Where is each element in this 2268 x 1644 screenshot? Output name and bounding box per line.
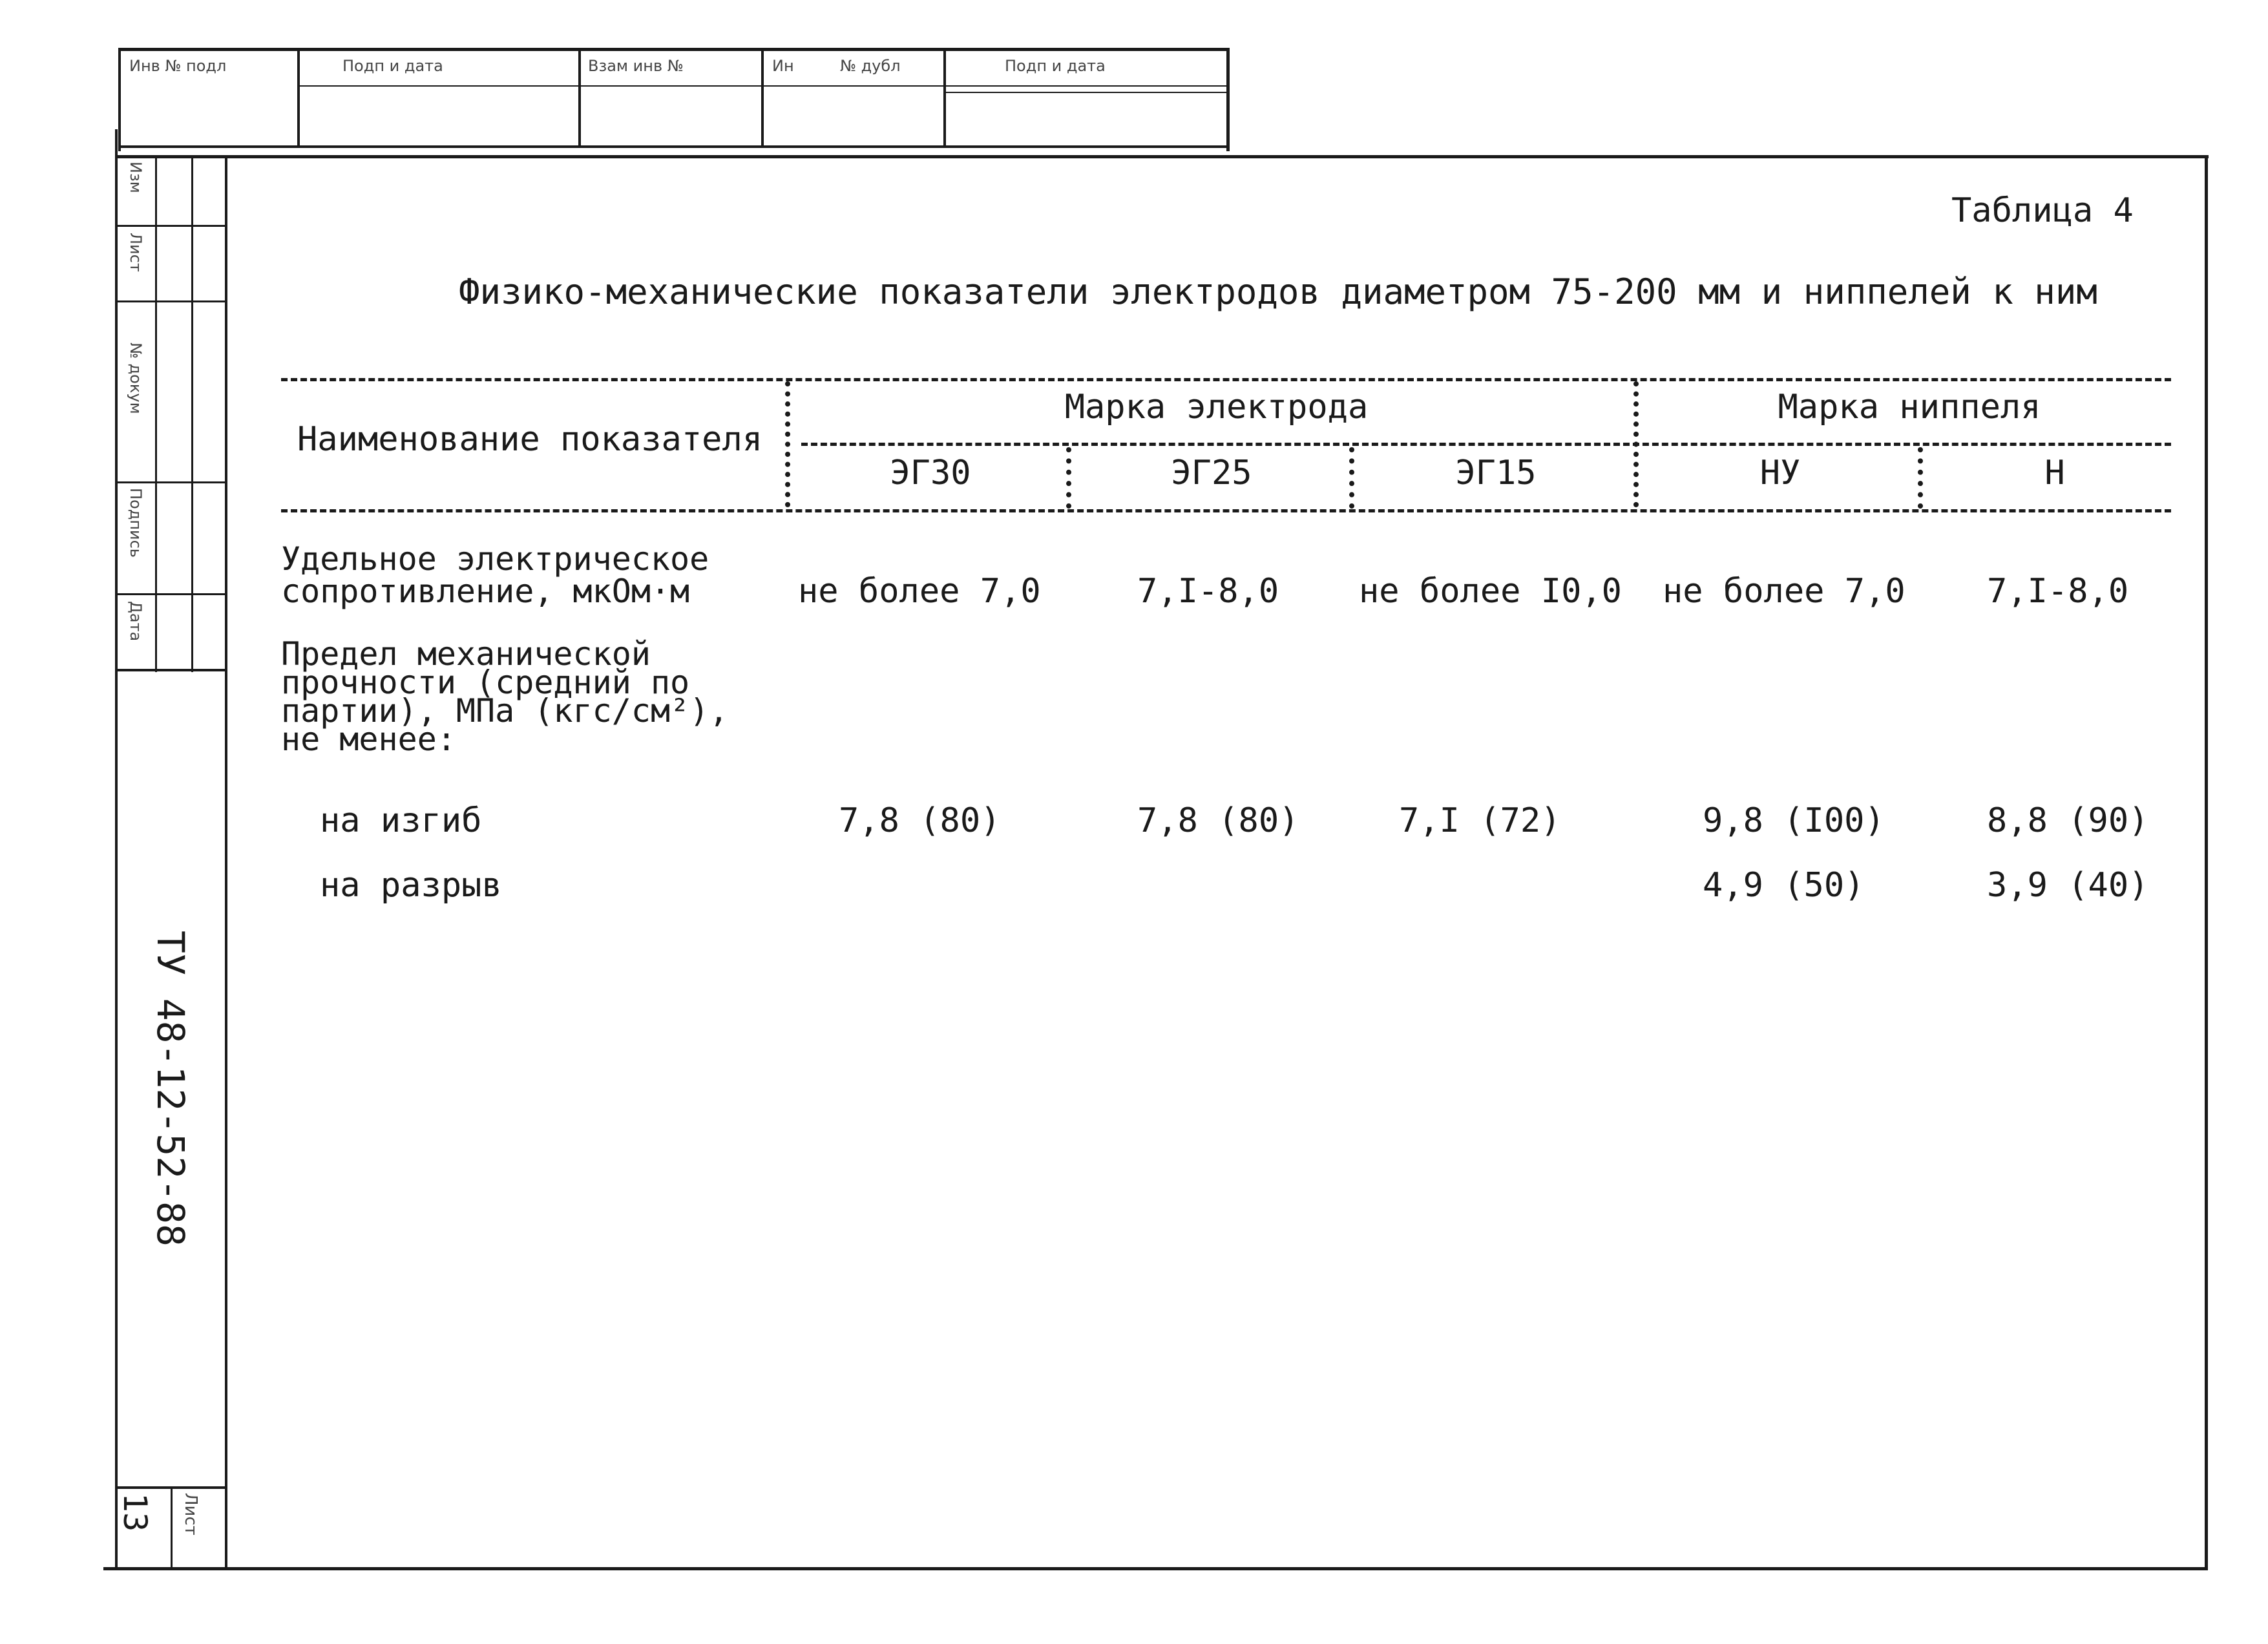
- row-label-line: Удельное электрическое: [281, 540, 709, 578]
- row-label-line: Предел механической: [281, 635, 651, 673]
- grade-header: НУ: [1759, 454, 1801, 492]
- side-cell-sheet: Лист: [127, 233, 145, 272]
- table-cell: 8,8 (90): [1987, 801, 2149, 840]
- row-label-line: сопротивление, мкОм·м: [281, 573, 690, 610]
- row-label-tension: на разрыв: [320, 866, 502, 905]
- sheet-label: Лист: [181, 1493, 200, 1535]
- table-cell: 9,8 (I00): [1703, 801, 1885, 840]
- row-label-line: не менее:: [281, 721, 456, 758]
- table-cell: 4,9 (50): [1703, 866, 1865, 905]
- side-cell-date: Дата: [127, 601, 145, 642]
- column-header-name: Наименование показателя: [297, 420, 763, 459]
- table-row: [281, 540, 709, 610]
- row-label-bending: на изгиб: [320, 801, 482, 840]
- table-cell: 7,I-8,0: [1987, 572, 2129, 611]
- stamp-cell-sign-date-2: Подп и дата: [1005, 57, 1106, 75]
- side-cell-signature: Подпись: [127, 488, 145, 558]
- table-label: Таблица 4: [1951, 191, 2134, 230]
- table-cell: 7,8 (80): [839, 801, 1001, 840]
- table-title: Физико-механические показатели электродов диаметром 75-200 мм и ниппелей к ним: [459, 271, 2097, 312]
- grade-header: ЭГ25: [1171, 454, 1252, 492]
- stamp-cell-replace-inv: Взам инв №: [588, 57, 684, 75]
- table-cell: не более I0,0: [1359, 572, 1622, 611]
- table-cell: не более 7,0: [798, 572, 1041, 611]
- grade-header: ЭГ15: [1455, 454, 1537, 492]
- row-label-line: партии), МПа (кгс/см²),: [281, 692, 729, 730]
- group-header-electrode: Марка электрода: [1064, 388, 1369, 427]
- grade-header: ЭГ30: [890, 454, 971, 492]
- sheet-number: 13: [116, 1493, 154, 1532]
- grade-header: Н: [2044, 454, 2065, 492]
- table-cell: не более 7,0: [1663, 572, 1906, 611]
- stamp-cell-inv: Ин: [772, 57, 794, 75]
- stamp-cell-inv-no: Инв № подл: [129, 57, 227, 75]
- group-header-nipple: Марка ниппеля: [1778, 388, 2041, 427]
- side-cell-doc-no: № докум: [127, 342, 145, 414]
- stamp-cell-sign-date: Подп и дата: [342, 57, 443, 75]
- table-cell: 7,I (72): [1399, 801, 1561, 840]
- table-cell: 7,8 (80): [1137, 801, 1299, 840]
- document-code: ТУ 48-12-52-88: [149, 931, 193, 1247]
- table-cell: 7,I-8,0: [1137, 572, 1279, 611]
- row-label-line: прочности (средний по: [281, 664, 690, 701]
- stamp-cell-duplicate: № дубл: [840, 57, 901, 75]
- side-cell-change: Изм: [127, 162, 145, 193]
- table-row: [281, 635, 729, 758]
- table-cell: 3,9 (40): [1987, 866, 2149, 905]
